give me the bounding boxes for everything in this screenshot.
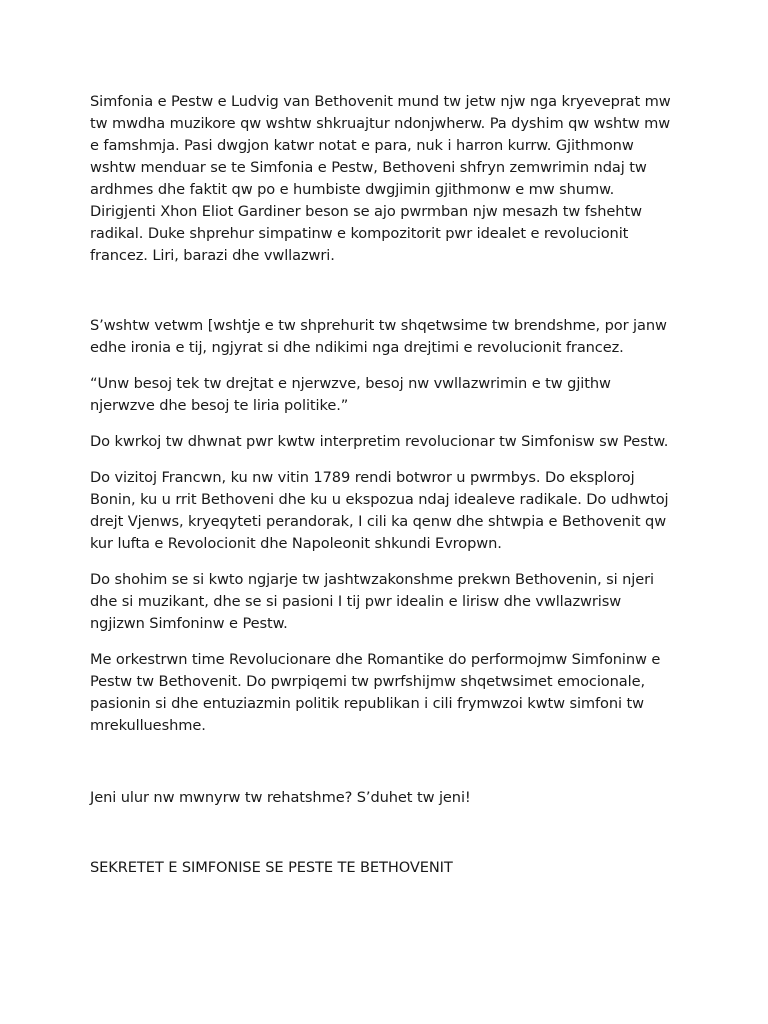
spacer bbox=[90, 555, 680, 569]
paragraph-intro: Simfonia e Pestw e Ludvig van Bethovenit mund tw jetw njw nga kryeveprat mw tw mwdha muzikore qw wshtw shkruajtur ndonjwherw. Pa dyshim qw wshtw mw e famshmja. Pasi dwgjon katwr notat e para, nuk i harron kurrw. Gjithmonw wshtw menduar se te Simfonia e Pestw, Bethoveni shfryn zemwrimin ndaj tw ardhmes dhe faktit qw po e humbiste dwgjimin gjithmonw e mw shumw. Dirigjenti Xhon Eliot Gardiner beson se ajo pwrmban njw mesazh tw fshehtw radikal. Duke shprehur simpatinw e kompozitorit pwr idealet e revolucionit francez. Liri, barazi dhe vwllazwri. bbox=[90, 93, 671, 264]
paragraph-performance: Me orkestrwn time Revolucionare dhe Romantike do performojmw Simfoninw e Pestw tw Bethovenit. Do pwrpiqemi tw pwrfshijmw shqetwsimet emocionale, pasionin si dhe entuziazmin politik republikan i cili frymwzoi kwtw simfoni tw mrekullueshme. bbox=[90, 651, 661, 734]
paragraph-search-evidence: Do kwrkoj tw dhwnat pwr kwtw interpretim revolucionar tw Simfonisw sw Pestw. bbox=[90, 433, 669, 450]
paragraph-events: Do shohim se si kwto ngjarje tw jashtwzakonshme prekwn Bethovenin, si njeri dhe si muzikant, dhe se si pasioni I tij pwr idealin e lirisw dhe vwllazwrisw ngjizwn Simfoninw e Pestw. bbox=[90, 571, 654, 632]
paragraph-quote: “Unw besoj tek tw drejtat e njerwzve, besoj nw vwllazwrimin e tw gjithw njerwzve dhe besoj te liria politike.” bbox=[90, 375, 611, 414]
paragraph-revolution-influence: S’wshtw vetwm [wshtje e tw shprehurit tw shqetwsime tw brendshme, por janw edhe ironia e tij, ngjyrat si dhe ndikimi nga drejtimi e revolucionit francez. bbox=[90, 317, 667, 356]
paragraph-travel: Do vizitoj Francwn, ku nw vitin 1789 rendi botwror u pwrmbys. Do eksploroj Bonin, ku u rrit Bethoveni dhe ku u ekspozua ndaj idealeve radikale. Do udhwtoj drejt Vjenws, kryeqyteti perandorak, I cili ka qenw dhe shtwpia e Bethovenit qw kur lufta e Revolocionit dhe Napoleonit shkundi Evropwn. bbox=[90, 469, 669, 552]
spacer bbox=[90, 809, 680, 857]
spacer bbox=[90, 453, 680, 467]
text-column bbox=[90, 91, 680, 879]
spacer bbox=[90, 359, 680, 373]
spacer bbox=[90, 635, 680, 649]
heading-secrets: SEKRETET E SIMFONISE SE PESTE TE BETHOVENIT bbox=[90, 859, 453, 876]
spacer bbox=[90, 417, 680, 431]
paragraph-question: Jeni ulur nw mwnyrw tw rehatshme? S’duhet tw jeni! bbox=[90, 789, 471, 806]
spacer bbox=[90, 737, 680, 787]
spacer bbox=[90, 267, 680, 315]
